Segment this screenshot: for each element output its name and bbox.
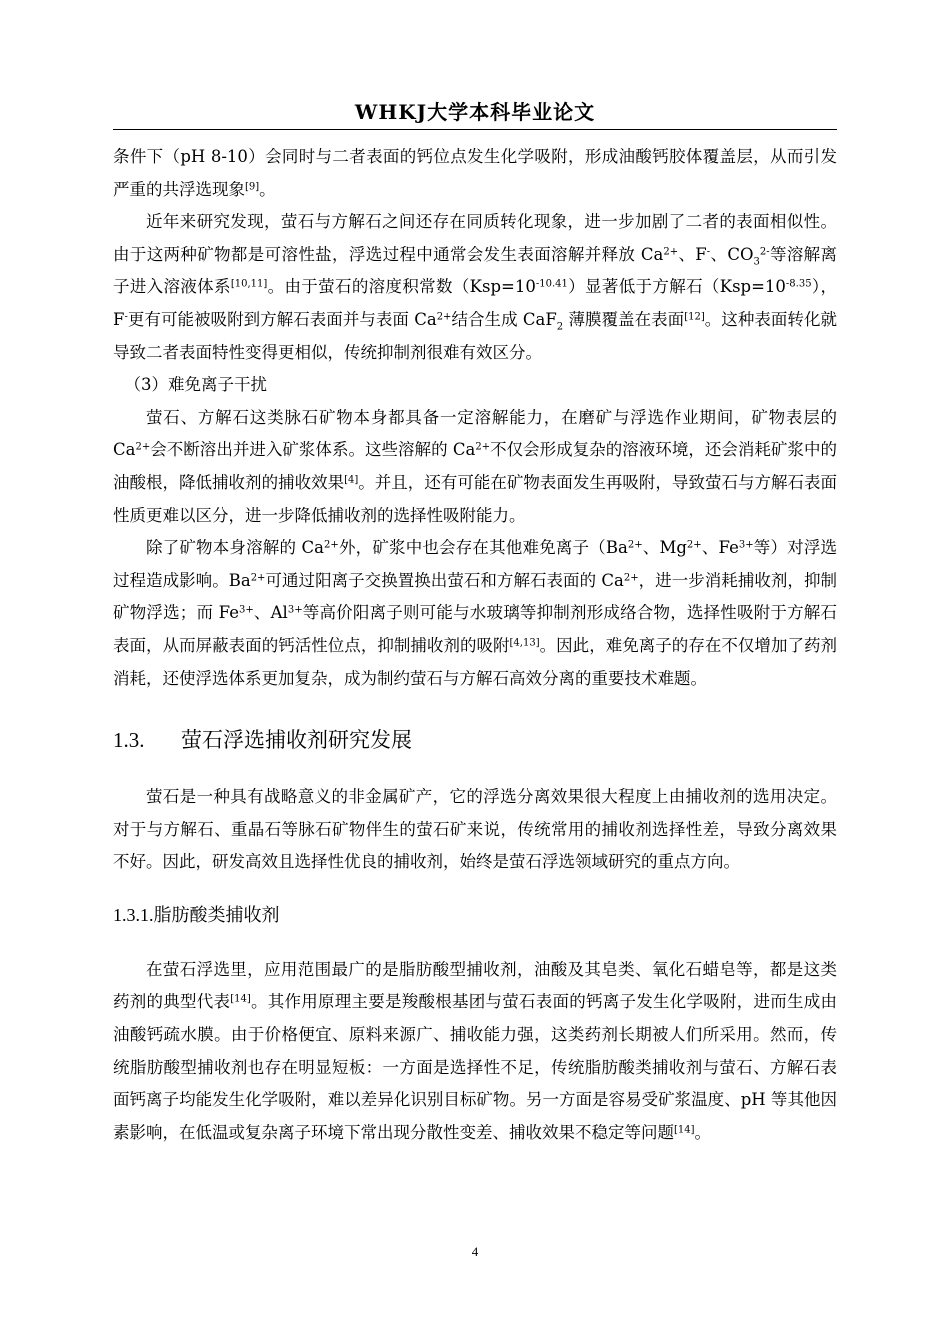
paragraph-1: 条件下（pH 8-10）会同时与二者表面的钙位点发生化学吸附，形成油酸钙胶体覆盖层，从而引发严重的共浮选现象[9]。: [113, 147, 837, 199]
header-rule: [113, 129, 837, 130]
subsection-title: 脂肪酸类捕收剂: [153, 904, 280, 926]
citation[interactable]: [4,13]: [509, 637, 540, 649]
citation[interactable]: [9]: [245, 181, 260, 193]
paragraph-4: 萤石、方解石这类脉石矿物本身都具备一定溶解能力，在磨矿与浮选作业期间，矿物表层的 $Ca^{2+}$会不断溶出并进入矿浆体系。这些溶解的 $Ca^{2+}$不仅会形成复杂的溶液环境，还会消耗矿浆中的油酸根，降低捕收剂的捕收效果[4]。并且，还有可能在矿物表面发生再吸附，导致萤石与方解石表面性质更难以区分，进一步降低捕收剂的选择性吸附能力。: [113, 407, 838, 525]
citation[interactable]: [14]: [230, 993, 251, 1005]
subsection-paragraph: 在萤石浮选里，应用范围最广的是脂肪酸型捕收剂，油酸及其皂类、氧化石蜡皂等，都是这类药剂的典型代表[14]。其作用原理主要是羧酸根基团与萤石表面的钙离子发生化学吸附，进而生成由油酸钙疏水膜。由于价格便宜、原料来源广、捕收能力强，这类药剂长期被人们所采用。然而，传统脂肪酸型捕收剂也存在明显短板：一方面是选择性不足，传统脂肪酸类捕收剂与萤石、方解石表面钙离子均能发生化学吸附，难以差异化识别目标矿物。另一方面是容易受矿浆温度、pH 等其他因素影响，在低温或复杂离子环境下常出现分散性变差、捕收效果不稳定等问题[14]。: [113, 959, 838, 1142]
section-heading: [113, 725, 837, 755]
list-heading-3: （3）难免离子干扰: [124, 375, 268, 395]
citation[interactable]: [4]: [344, 474, 359, 486]
subsection-heading: [113, 901, 837, 930]
running-header: WHKJ大学本科毕业论文: [354, 100, 596, 124]
section-paragraph: 萤石是一种具有战略意义的非金属矿产，它的浮选分离效果很大程度上由捕收剂的选用决定。对于与方解石、重晶石等脉石矿物伴生的萤石矿来说，传统常用的捕收剂选择性差，导致分离效果不好。因此，研发高效且选择性优良的捕收剂，始终是萤石浮选领域研究的重点方向。: [113, 787, 837, 872]
section-number: 1.3.: [113, 728, 145, 753]
page-number: 4: [471, 1244, 479, 1259]
subsection-number: 1.3.1.: [113, 904, 154, 925]
page-body: [113, 141, 837, 1149]
citation[interactable]: [10,11]: [230, 278, 268, 290]
section-title: 萤石浮选捕收剂研究发展: [181, 728, 412, 753]
citation[interactable]: [14]: [674, 1124, 695, 1136]
paragraph-5: 除了矿物本身溶解的 $Ca^{2+}$外，矿浆中也会存在其他难免离子（$Ba^{2+}$、$Mg^{2+}$、$Fe^{3+}$等）对浮选过程造成影响。$Ba^{2+}$可通过阳离子交换置换出萤石和方解石表面的 $Ca^{2+}$，进一步消耗捕收剂，抑制矿物浮选；而 $Fe^{3+}$、$Al^{3+}$等高价阳离子则可能与水玻璃等抑制剂形成络合物，选择性吸附于方解石表面，从而屏蔽表面的钙活性位点，抑制捕收剂的吸附[4,13]。因此，难免离子的存在不仅增加了药剂消耗，还使浮选体系更加复杂，成为制约萤石与方解石高效分离的重要技术难题。: [113, 538, 838, 688]
paragraph-2: 近年来研究发现，萤石与方解石之间还存在同质转化现象，进一步加剧了二者的表面相似性。由于这两种矿物都是可溶性盐，浮选过程中通常会发生表面溶解并释放 $Ca^{2+}$、F-、$CO_3^{2-}$等溶解离子进入溶液体系[10,11]。由于萤石的溶度积常数$(Ksp=10^{-10.41})$显著低于方解石$(Ksp=10^{-8.35})$，F-更有可能被吸附到方解石表面并与表面 $Ca^{2+}$结合生成 CaF$_2$ 薄膜覆盖在表面[12]。这种表面转化就导致二者表面特性变得更相似，传统抑制剂很难有效区分。: [113, 212, 838, 362]
citation[interactable]: [12]: [684, 311, 705, 323]
